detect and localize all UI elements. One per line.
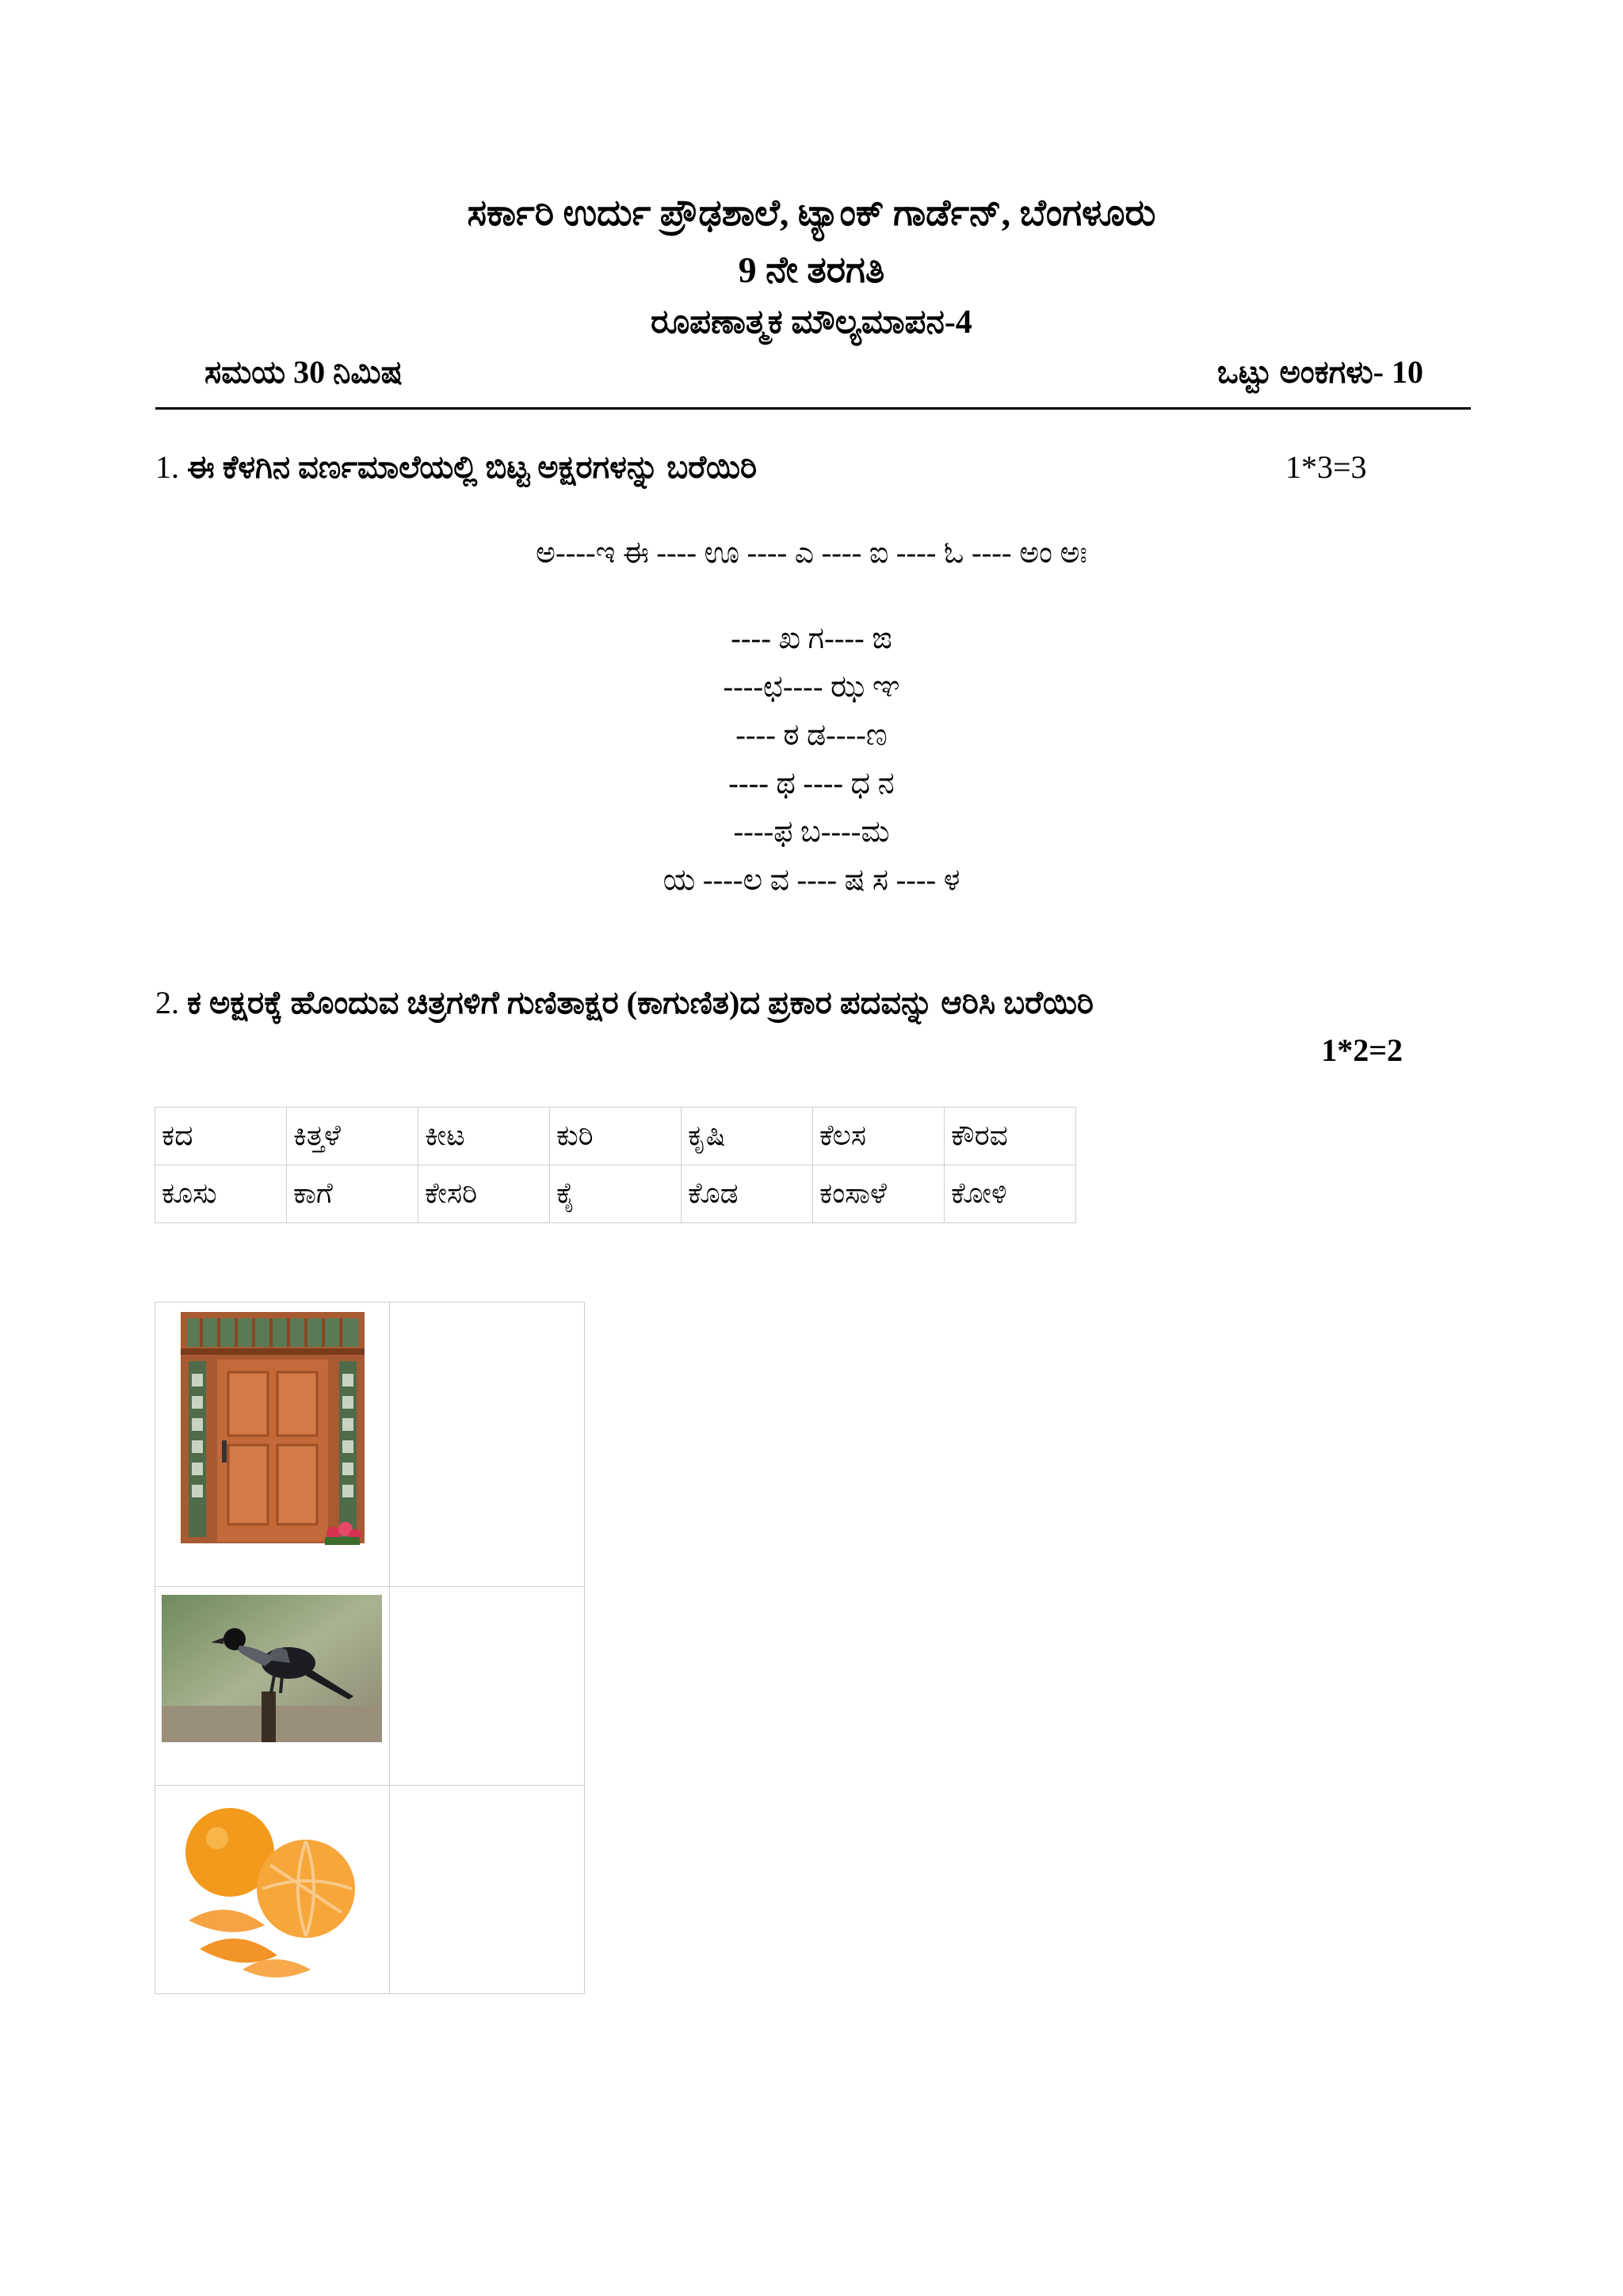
total-marks-label: ಒಟ್ಟು ಅಂಕಗಳು- 10: [1216, 354, 1423, 390]
question-1: [155, 448, 757, 486]
table-row: [155, 1786, 585, 1994]
crow-image: [155, 1587, 389, 1785]
word-cell: ಕಂಸಾಳೆ: [813, 1165, 945, 1223]
word-cell: ಕೌರವ: [945, 1108, 1076, 1165]
question-1-marks: 1*3=3: [1285, 449, 1367, 485]
word-cell: ಕೂಸು: [155, 1165, 287, 1223]
consonant-row: ----ಫ ಬ----ಮ: [733, 815, 890, 849]
school-name: ಸರ್ಕಾರಿ ಉರ್ದು ಪ್ರೌಢಶಾಲೆ, ಟ್ಯಾಂಕ್ ಗಾರ್ಡೆನ್, ಬೆಂಗಳೂರು: [467, 193, 1156, 233]
question-2-marks: 1*2=2: [1321, 1032, 1403, 1068]
answer-cell[interactable]: [390, 1587, 585, 1786]
consonant-row: ಯ ----ಲ ವ ---- ಷ ಸ ---- ಳ: [663, 864, 960, 897]
question-1-text: ಈ ಕೆಳಗಿನ ವರ್ಣಮಾಲೆಯಲ್ಲಿ ಬಿಟ್ಟ ಅಕ್ಷರಗಳನ್ನು ಬರೆಯಿರಿ: [187, 449, 758, 485]
grade-title: 9 ನೇ ತರಗತಿ: [738, 250, 885, 290]
word-cell: ಕಿತ್ತಳೆ: [287, 1108, 418, 1165]
picture-cell: [155, 1302, 390, 1587]
word-cell: ಕೈ: [550, 1165, 682, 1223]
question-2-text: ಕ ಅಕ್ಷರಕ್ಕೆ ಹೊಂದುವ ಚಿತ್ರಗಳಿಗೆ ಗುಣಿತಾಕ್ಷರ (ಕಾಗುಣಿತ)ದ ಪ್ರಕಾರ ಪದವನ್ನು ಆರಿಸಿ ಬರೆಯಿರಿ: [187, 985, 1094, 1020]
picture-cell: [155, 1786, 390, 1994]
word-cell: ಕೊಡ: [682, 1165, 813, 1223]
orange-image: [155, 1786, 389, 1993]
question-2: [155, 984, 1094, 1021]
question-2-number: 2.: [155, 985, 179, 1020]
picture-cell: [155, 1587, 390, 1786]
answer-cell[interactable]: [390, 1786, 585, 1994]
word-cell: ಕೇಸರಿ: [418, 1165, 550, 1223]
word-options-table: [155, 1107, 1076, 1223]
word-cell: ಕದ: [155, 1108, 287, 1165]
door-image: [155, 1302, 389, 1586]
header-divider: [155, 407, 1471, 410]
word-cell: ಕೆಲಸ: [813, 1108, 945, 1165]
question-1-number: 1.: [155, 449, 179, 485]
word-cell: ಕೀಟ: [418, 1108, 550, 1165]
word-cell: ಕೃಷಿ: [682, 1108, 813, 1165]
time-label: ಸಮಯ 30 ನಿಮಿಷ: [204, 354, 403, 390]
consonant-row: ---- ಥ ---- ಧ ನ: [728, 767, 895, 800]
consonant-row: ---- ಖ ಗ---- ಙ: [731, 622, 892, 655]
table-row: [155, 1302, 585, 1587]
table-row: [155, 1587, 585, 1786]
word-cell: ಕೋಳಿ: [945, 1165, 1076, 1223]
picture-answer-table: [155, 1302, 585, 1994]
consonant-row: ---- ಠ ಡ----ಣ: [735, 719, 888, 752]
table-row: [155, 1165, 1076, 1223]
consonant-row: ----ಛ---- ಝ ಞ: [723, 670, 900, 704]
table-row: [155, 1108, 1076, 1165]
word-cell: ಕುರಿ: [550, 1108, 682, 1165]
vowel-sequence: ಅ----ಇ ಈ ---- ಊ ---- ಎ ---- ಐ ---- ಓ ---- ಅಂ ಅಃ: [536, 536, 1087, 570]
word-cell: ಕಾಗೆ: [287, 1165, 418, 1223]
exam-title: ರೂಪಣಾತ್ಮಕ ಮೌಲ್ಯಮಾಪನ-4: [651, 304, 972, 341]
answer-cell[interactable]: [390, 1302, 585, 1587]
